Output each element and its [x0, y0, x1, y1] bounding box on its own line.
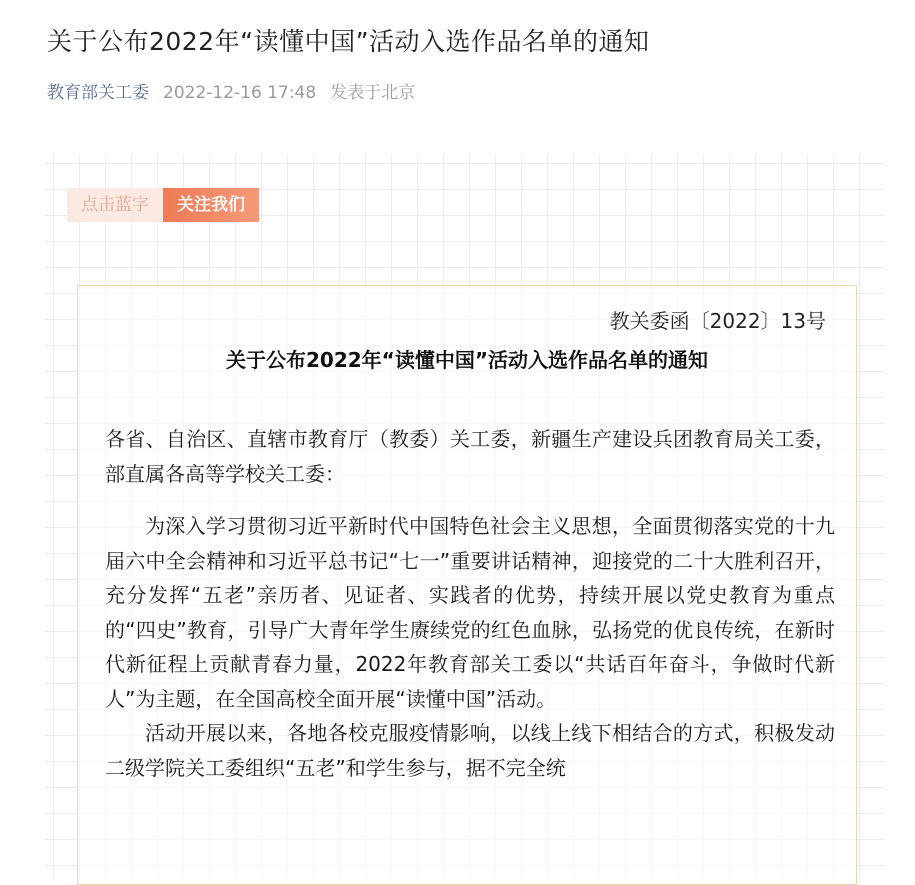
document-body [105, 422, 835, 785]
official-document [77, 285, 857, 885]
follow-hint-label: 点击蓝字 [67, 188, 163, 222]
document-greeting: 各省、自治区、直辖市教育厅（教委）关工委，新疆生产建设兵团教育局关工委，部直属各高等学校关工委： [105, 427, 835, 486]
document-title: 关于公布2022年“读懂中国”活动入选作品名单的通知 [226, 348, 708, 372]
author-link[interactable]: 教育部关工委 [47, 83, 149, 103]
follow-us-button[interactable]: 关注我们 [163, 188, 259, 222]
document-paragraph-1: 为深入学习贯彻习近平新时代中国特色社会主义思想，全面贯彻落实党的十九届六中全会精神和习近平总书记“七一”重要讲话精神，迎接党的二十大胜利召开，充分发挥“五老”亲历者、见证者、实践者的优势，持续开展以党史教育为重点的“四史”教育，引导广大青年学生赓续党的红色血脉，弘扬党的优良传统，在新时代新征程上贡献青春力量，2022年教育部关工委以“共话百年奋斗，争做时代新人”为主题，在全国高校全面开展“读懂中国”活动。 [105, 514, 835, 711]
article-meta [47, 80, 415, 106]
article-title: 关于公布2022年“读懂中国”活动入选作品名单的通知 [47, 27, 650, 56]
document-paragraph-2: 活动开展以来，各地各校克服疫情影响，以线上线下相结合的方式，积极发动二级学院关工委组织“五老”和学生参与，据不完全统 [105, 721, 835, 780]
publish-datetime: 2022-12-16 17:48 [163, 83, 317, 103]
publish-location: 发表于北京 [330, 83, 416, 103]
document-number: 教关委函〔2022〕13号 [609, 309, 826, 333]
follow-banner[interactable] [67, 188, 259, 222]
